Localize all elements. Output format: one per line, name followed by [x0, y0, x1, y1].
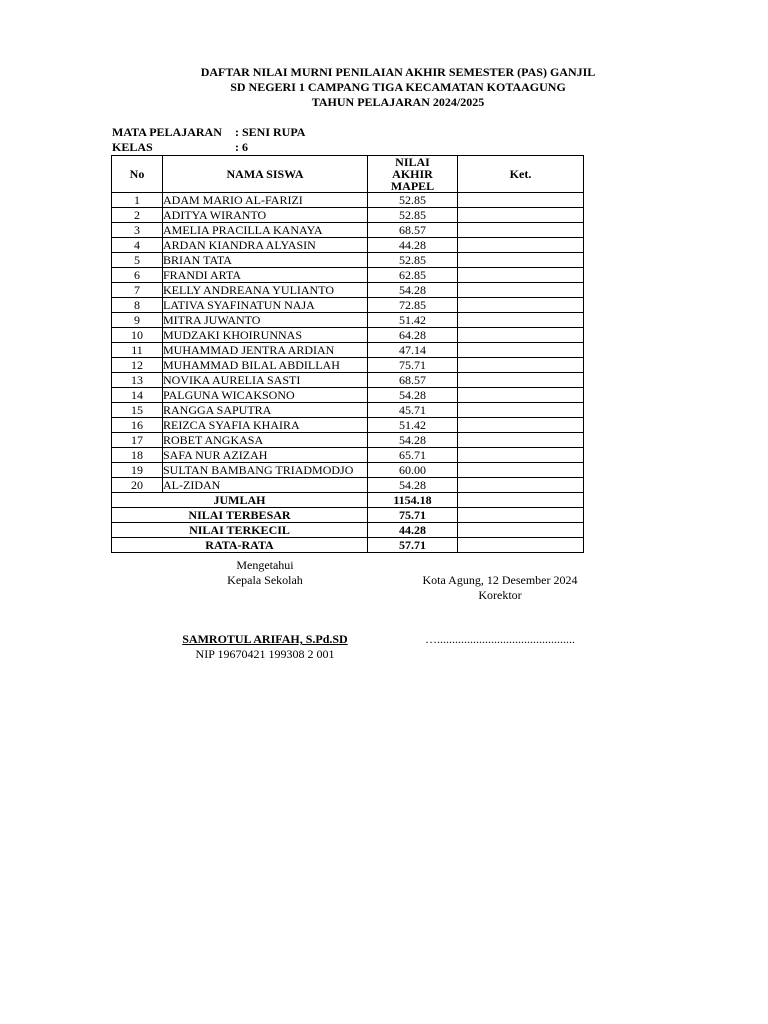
corrector-role: Korektor [478, 588, 522, 602]
cell-ket [458, 328, 584, 343]
cell-ket [458, 298, 584, 313]
cell-name: RANGGA SAPUTRA [163, 403, 368, 418]
summary-value: 75.71 [368, 508, 458, 523]
principal-role: Kepala Sekolah [227, 573, 303, 587]
summary-row [112, 508, 584, 523]
principal-name: SAMROTUL ARIFAH, S.Pd.SD [182, 632, 348, 646]
cell-ket [458, 448, 584, 463]
table-row [112, 343, 584, 358]
class-value: : 6 [235, 140, 248, 154]
cell-name: NOVIKA AURELIA SASTI [163, 373, 368, 388]
cell-name: MITRA JUWANTO [163, 313, 368, 328]
summary-label: NILAI TERBESAR [112, 508, 368, 523]
table-row [112, 283, 584, 298]
document-header [0, 65, 768, 110]
table-row [112, 268, 584, 283]
cell-no: 6 [112, 268, 163, 283]
cell-name: ARDAN KIANDRA ALYASIN [163, 238, 368, 253]
corrector-name-block [400, 632, 600, 647]
cell-ket [458, 373, 584, 388]
cell-score: 54.28 [368, 283, 458, 298]
table-row [112, 253, 584, 268]
cell-ket [458, 418, 584, 433]
header-school: SD NEGERI 1 CAMPANG TIGA KECAMATAN KOTAAGUNG [230, 80, 566, 94]
summary-label: RATA-RATA [112, 538, 368, 553]
cell-name: SULTAN BAMBANG TRIADMODJO [163, 463, 368, 478]
cell-ket [458, 478, 584, 493]
cell-ket [458, 388, 584, 403]
summary-value: 44.28 [368, 523, 458, 538]
cell-score: 64.28 [368, 328, 458, 343]
subject-label: MATA PELAJARAN [112, 125, 222, 139]
summary-ket [458, 538, 584, 553]
cell-score: 45.71 [368, 403, 458, 418]
cell-no: 7 [112, 283, 163, 298]
cell-ket [458, 253, 584, 268]
grades-body [112, 193, 584, 493]
cell-name: LATIVA SYAFINATUN NAJA [163, 298, 368, 313]
cell-name: FRANDI ARTA [163, 268, 368, 283]
cell-name: PALGUNA WICAKSONO [163, 388, 368, 403]
cell-no: 13 [112, 373, 163, 388]
cell-no: 16 [112, 418, 163, 433]
cell-score: 52.85 [368, 193, 458, 208]
summary-label: JUMLAH [112, 493, 368, 508]
principal-signature-block [195, 558, 335, 588]
cell-name: ADITYA WIRANTO [163, 208, 368, 223]
cell-no: 4 [112, 238, 163, 253]
cell-ket [458, 313, 584, 328]
cell-score: 72.85 [368, 298, 458, 313]
table-row [112, 463, 584, 478]
table-row [112, 193, 584, 208]
corrector-signature-block [400, 573, 600, 603]
cell-score: 51.42 [368, 418, 458, 433]
cell-no: 1 [112, 193, 163, 208]
cell-no: 14 [112, 388, 163, 403]
cell-no: 20 [112, 478, 163, 493]
cell-no: 11 [112, 343, 163, 358]
table-row [112, 223, 584, 238]
summary-ket [458, 493, 584, 508]
col-header-no: No [112, 156, 163, 193]
table-header-row [112, 156, 584, 193]
cell-no: 2 [112, 208, 163, 223]
cell-ket [458, 208, 584, 223]
table-row [112, 403, 584, 418]
cell-no: 18 [112, 448, 163, 463]
cell-score: 54.28 [368, 478, 458, 493]
corrector-name-blank: ….............................................. [425, 632, 575, 646]
table-row [112, 388, 584, 403]
cell-ket [458, 433, 584, 448]
cell-no: 5 [112, 253, 163, 268]
table-row [112, 418, 584, 433]
cell-no: 17 [112, 433, 163, 448]
cell-no: 3 [112, 223, 163, 238]
table-row [112, 433, 584, 448]
summary-ket [458, 523, 584, 538]
table-row [112, 478, 584, 493]
col-header-name: NAMA SISWA [163, 156, 368, 193]
table-row [112, 238, 584, 253]
cell-ket [458, 268, 584, 283]
cell-ket [458, 238, 584, 253]
cell-ket [458, 403, 584, 418]
cell-name: SAFA NUR AZIZAH [163, 448, 368, 463]
table-row [112, 298, 584, 313]
summary-row [112, 523, 584, 538]
col-header-score [368, 156, 458, 193]
cell-ket [458, 463, 584, 478]
grades-table [111, 155, 584, 553]
cell-no: 9 [112, 313, 163, 328]
table-row [112, 328, 584, 343]
table-row [112, 373, 584, 388]
cell-score: 51.42 [368, 313, 458, 328]
cell-name: KELLY ANDREANA YULIANTO [163, 283, 368, 298]
cell-score: 68.57 [368, 373, 458, 388]
cell-score: 54.28 [368, 433, 458, 448]
cell-ket [458, 283, 584, 298]
cell-ket [458, 223, 584, 238]
cell-name: BRIAN TATA [163, 253, 368, 268]
cell-ket [458, 193, 584, 208]
cell-no: 19 [112, 463, 163, 478]
header-title: DAFTAR NILAI MURNI PENILAIAN AKHIR SEMESTER (PAS) GANJIL [200, 65, 596, 79]
principal-nip: NIP 19670421 199308 2 001 [195, 647, 335, 661]
cell-ket [458, 343, 584, 358]
summary-body [112, 493, 584, 553]
cell-score: 52.85 [368, 253, 458, 268]
cell-name: MUDZAKI KHOIRUNNAS [163, 328, 368, 343]
cell-no: 10 [112, 328, 163, 343]
cell-name: AMELIA PRACILLA KANAYA [163, 223, 368, 238]
header-year: TAHUN PELAJARAN 2024/2025 [311, 95, 485, 109]
class-label: KELAS [112, 140, 153, 154]
cell-name: ADAM MARIO AL-FARIZI [163, 193, 368, 208]
table-row [112, 448, 584, 463]
cell-no: 12 [112, 358, 163, 373]
cell-no: 8 [112, 298, 163, 313]
acknowledged-label: Mengetahui [236, 558, 294, 572]
cell-score: 75.71 [368, 358, 458, 373]
place-date: Kota Agung, 12 Desember 2024 [422, 573, 578, 587]
col-header-ket: Ket. [458, 156, 584, 193]
summary-value: 1154.18 [368, 493, 458, 508]
cell-score: 65.71 [368, 448, 458, 463]
summary-value: 57.71 [368, 538, 458, 553]
cell-score: 52.85 [368, 208, 458, 223]
summary-label: NILAI TERKECIL [112, 523, 368, 538]
table-row [112, 358, 584, 373]
cell-score: 60.00 [368, 463, 458, 478]
cell-name: ROBET ANGKASA [163, 433, 368, 448]
subject-info [112, 125, 305, 155]
summary-row [112, 538, 584, 553]
cell-score: 68.57 [368, 223, 458, 238]
cell-name: REIZCA SYAFIA KHAIRA [163, 418, 368, 433]
cell-name: MUHAMMAD JENTRA ARDIAN [163, 343, 368, 358]
summary-ket [458, 508, 584, 523]
cell-score: 54.28 [368, 388, 458, 403]
col-header-score-label: NILAI AKHIR MAPEL [390, 155, 435, 193]
cell-score: 62.85 [368, 268, 458, 283]
cell-score: 47.14 [368, 343, 458, 358]
cell-ket [458, 358, 584, 373]
cell-name: MUHAMMAD BILAL ABDILLAH [163, 358, 368, 373]
summary-row [112, 493, 584, 508]
principal-name-block [165, 632, 365, 662]
cell-no: 15 [112, 403, 163, 418]
cell-name: AL-ZIDAN [163, 478, 368, 493]
subject-value: : SENI RUPA [235, 125, 306, 139]
cell-score: 44.28 [368, 238, 458, 253]
table-row [112, 208, 584, 223]
table-row [112, 313, 584, 328]
